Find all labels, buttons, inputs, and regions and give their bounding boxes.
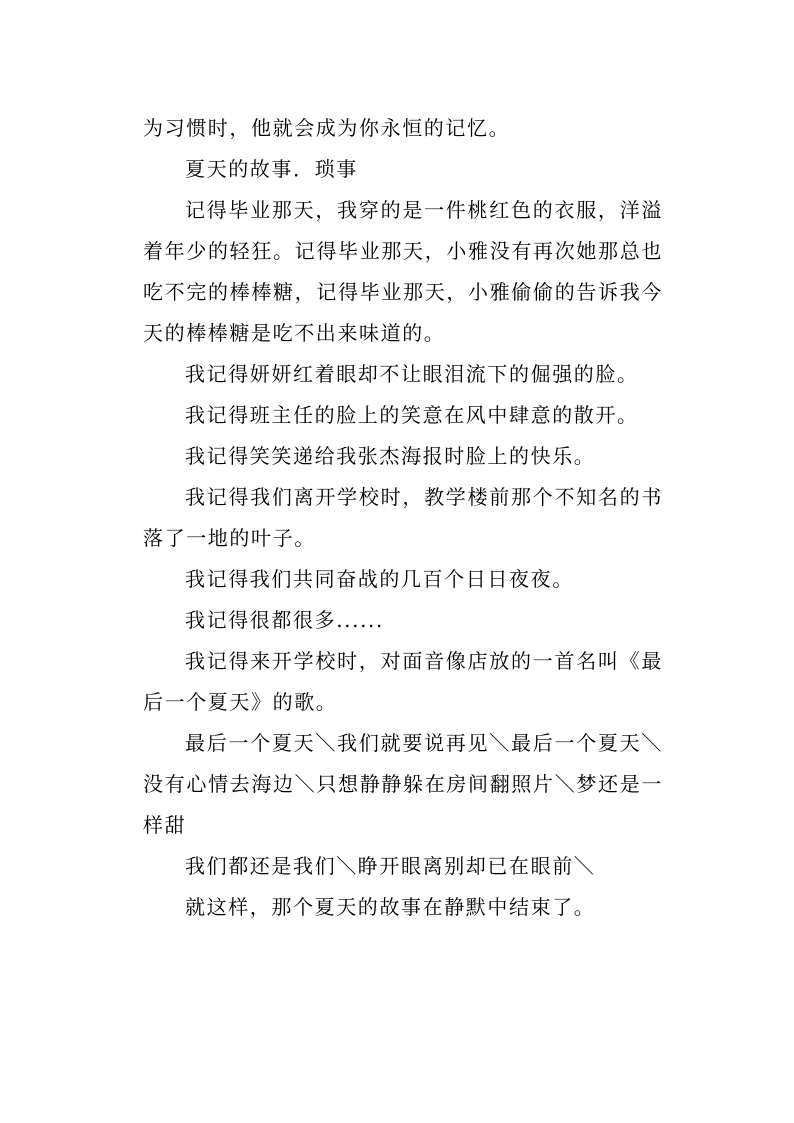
document-body [143,108,663,928]
paragraph: 我记得我们共同奋战的几百个日日夜夜。 [185,567,574,591]
paragraph: 我记得班主任的脸上的笑意在风中肆意的散开。 [185,403,639,427]
song-lyrics: 最后一个夏天＼我们就要说再见＼最后一个夏天＼没有心情去海边＼只想静静躲在房间翻照片＼梦还是一样甜 [143,731,663,837]
paragraph: 我记得我们离开学校时，教学楼前那个不知名的书落了一地的叶子。 [143,485,663,550]
song-lyrics: 我们都还是我们＼睁开眼离别却已在眼前＼ [185,854,596,878]
paragraph: 我记得妍妍红着眼却不让眼泪流下的倔强的脸。 [185,362,639,386]
paragraph: 为习惯时，他就会成为你永恒的记忆。 [143,116,511,140]
paragraph: 我记得笑笑递给我张杰海报时脸上的快乐。 [185,444,596,468]
paragraph: 我记得很都很多...... [185,608,384,632]
section-heading: 夏天的故事．琐事 [185,157,358,181]
paragraph: 记得毕业那天，我穿的是一件桃红色的衣服，洋溢着年少的轻狂。记得毕业那天，小雅没有再次她那总也吃不完的棒棒糖，记得毕业那天，小雅偷偷的告诉我今天的棒棒糖是吃不出来味道的。 [143,198,663,345]
paragraph: 就这样，那个夏天的故事在静默中结束了。 [185,895,596,919]
paragraph: 我记得来开学校时，对面音像店放的一首名叫《最后一个夏天》的歌。 [143,649,663,714]
